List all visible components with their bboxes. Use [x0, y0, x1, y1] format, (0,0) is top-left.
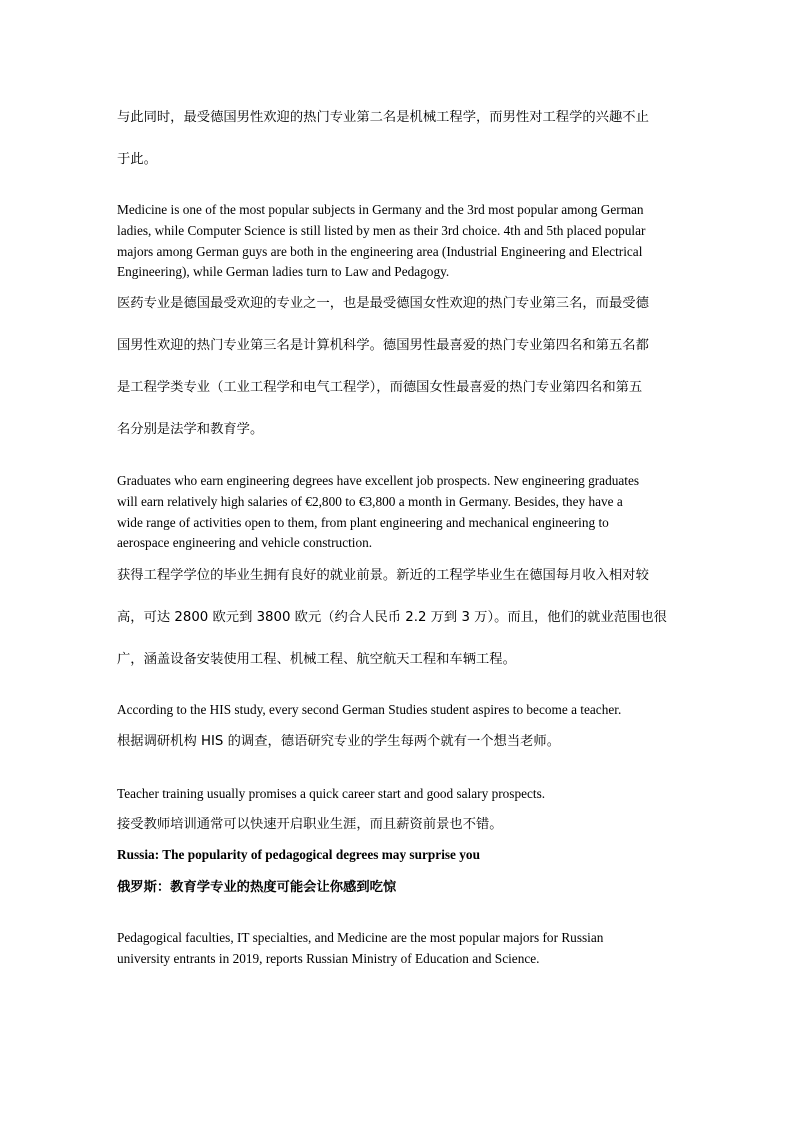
text-line: ladies, while Computer Science is still listed by men as their 3rd choice. 4th and 5th placed popular	[117, 222, 646, 238]
zh-intro-paragraph	[117, 108, 649, 170]
text-line: university entrants in 2019, reports Russian Ministry of Education and Science.	[117, 950, 540, 966]
text-line: wide range of activities open to them, from plant engineering and mechanical engineering to	[117, 514, 609, 530]
text-line: 获得工程学学位的毕业生拥有良好的就业前景。新近的工程学毕业生在德国每月收入相对较	[117, 568, 649, 583]
text-line: 高，可达 2800 欧元到 3800 欧元（约合人民币 2.2 万到 3 万）。而且，他们的就业范围也很	[117, 610, 667, 625]
zh-his-paragraph: 根据调研机构 HIS 的调查，德语研究专业的学生每两个就有一个想当老师。	[117, 734, 561, 749]
en-medicine-paragraph	[117, 200, 645, 283]
text-line: 是工程学类专业（工业工程学和电气工程学），而德国女性最喜爱的热门专业第四名和第五	[117, 380, 643, 395]
zh-russia-heading: 俄罗斯：教育学专业的热度可能会让你感到吃惊	[117, 880, 397, 895]
text-line: Pedagogical faculties, IT specialties, and Medicine are the most popular majors for Russian	[117, 930, 604, 945]
en-russia-heading: Russia: The popularity of pedagogical degrees may surprise you	[117, 847, 480, 862]
text-line: majors among German guys are both in the engineering area (Industrial Engineering and Electrical	[117, 243, 643, 259]
text-line: Graduates who earn engineering degrees have excellent job prospects. New engineering graduates	[117, 473, 640, 488]
text-line: 于此。	[117, 152, 157, 167]
text-line: 与此同时，最受德国男性欢迎的热门专业第二名是机械工程学，而男性对工程学的兴趣不止	[117, 110, 649, 125]
text-line: 名分别是法学和教育学。	[117, 422, 264, 437]
zh-graduates-paragraph	[117, 566, 667, 670]
en-his-paragraph: According to the HIS study, every second German Studies student aspires to become a teacher.	[117, 702, 622, 717]
text-line: Medicine is one of the most popular subjects in Germany and the 3rd most popular among German	[117, 202, 644, 217]
text-line: will earn relatively high salaries of €2,800 to €3,800 a month in Germany. Besides, they have a	[117, 493, 623, 509]
text-line: 医药专业是德国最受欢迎的专业之一，也是最受德国女性欢迎的热门专业第三名，而最受德	[117, 296, 649, 311]
text-line: aerospace engineering and vehicle construction.	[117, 535, 373, 551]
en-russia-paragraph	[117, 928, 603, 970]
text-line: 广，涵盖设备安装使用工程、机械工程、航空航天工程和车辆工程。	[117, 652, 516, 667]
zh-medicine-paragraph	[117, 294, 649, 440]
en-teacher-paragraph: Teacher training usually promises a quick career start and good salary prospects.	[117, 786, 546, 801]
en-graduates-paragraph	[117, 471, 639, 554]
text-line: Engineering), while German ladies turn to Law and Pedagogy.	[117, 264, 450, 280]
text-line: 国男性欢迎的热门专业第三名是计算机科学。德国男性最喜爱的热门专业第四名和第五名都	[117, 338, 649, 353]
zh-teacher-paragraph: 接受教师培训通常可以快速开启职业生涯，而且薪资前景也不错。	[117, 817, 503, 832]
